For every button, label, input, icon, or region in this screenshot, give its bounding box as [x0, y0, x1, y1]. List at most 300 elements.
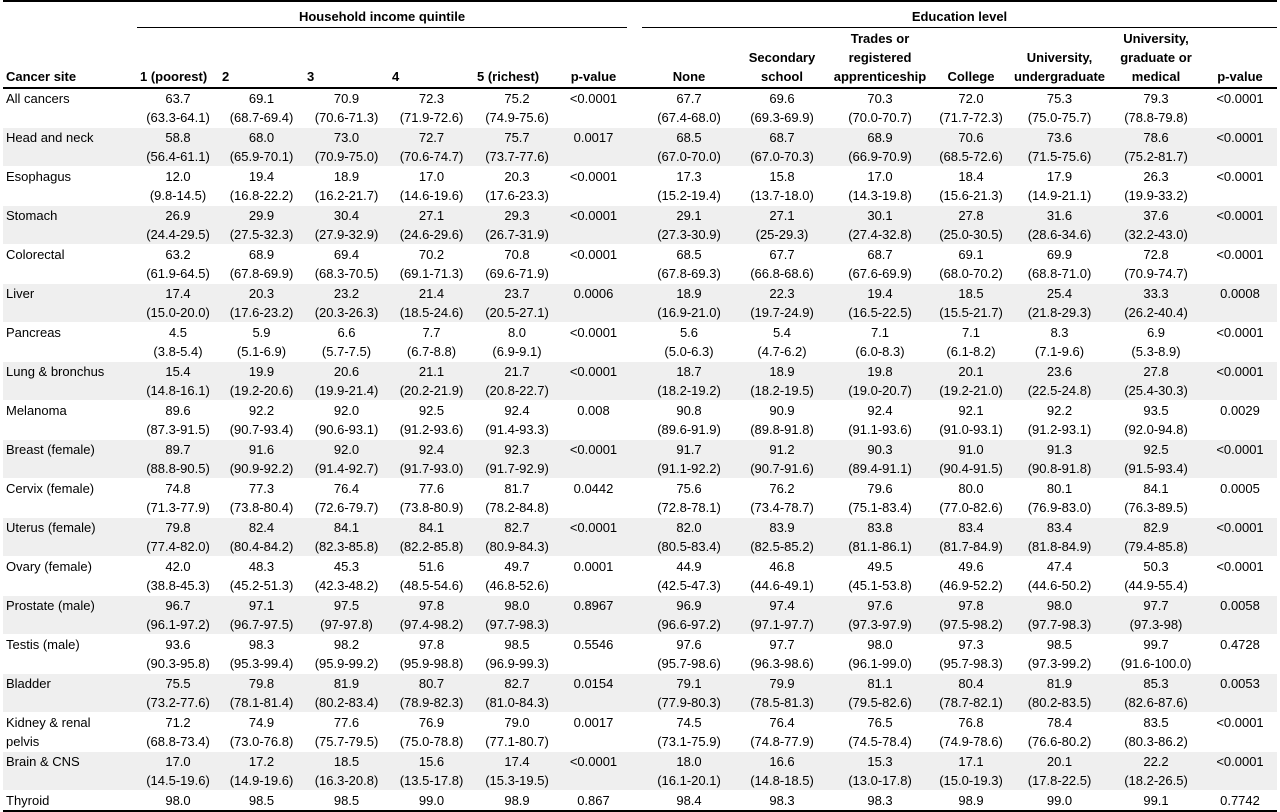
cancer-site-label-cont	[3, 147, 137, 167]
estimate-cell: 18.9	[642, 283, 736, 303]
estimate-cell: 74.5	[676, 714, 702, 730]
confidence-interval-cell: (80.5-83.4)	[642, 537, 736, 557]
p-value-blank	[560, 147, 627, 167]
estimate-cell: 31.6	[1010, 205, 1109, 225]
confidence-interval-cell: (5.3-8.9)	[1109, 342, 1203, 362]
confidence-interval-cell: (70.9-75.0)	[304, 147, 389, 167]
cancer-site-label-cont	[3, 420, 137, 440]
confidence-interval-cell: (82.6-87.6)	[1109, 693, 1203, 713]
cancer-site-label: Kidney & renal	[6, 714, 91, 730]
estimate-cell: 16.6	[736, 751, 828, 771]
confidence-interval-cell: (45.1-53.8)	[828, 576, 932, 596]
cancer-site-label: Breast (female)	[3, 439, 137, 459]
estimate-cell: 92.5	[1109, 439, 1203, 459]
confidence-interval-cell: (19.0-20.7)	[828, 381, 932, 401]
confidence-interval-cell: (90.9-92.2)	[219, 459, 304, 479]
cancer-site-label: Colorectal	[6, 246, 65, 262]
estimate-cell: 78.4	[1046, 714, 1073, 730]
estimate-cell: 91.7	[642, 439, 736, 459]
estimate-cell: 75.2	[504, 90, 530, 106]
estimate-cell: 8.3	[1050, 324, 1069, 340]
p-value-cell: <0.0001	[1216, 324, 1264, 340]
cancer-site-label-cont	[3, 576, 137, 596]
estimate-cell: 83.8	[828, 517, 932, 537]
gap-cell	[627, 147, 642, 167]
estimate-cell: 63.2	[165, 246, 191, 262]
estimate-cell: 98.3	[828, 790, 932, 811]
confidence-interval-cell: (96.1-97.2)	[137, 615, 219, 635]
p-value-cell: <0.0001	[1216, 558, 1264, 574]
table-row	[3, 127, 1277, 147]
cancer-site-label: Prostate (male)	[3, 595, 137, 615]
confidence-interval-cell: (46.9-52.2)	[932, 576, 1010, 596]
estimate-cell: 8.0	[507, 324, 527, 340]
estimate-cell: 4.5	[168, 324, 188, 340]
estimate-cell: 97.8	[932, 595, 1010, 615]
confidence-interval-cell: (96.6-97.2)	[642, 615, 736, 635]
estimate-cell: 82.7	[474, 673, 560, 693]
estimate-cell: 27.8	[1109, 361, 1203, 381]
estimate-cell: 79.8	[137, 517, 219, 537]
gap-cell	[627, 732, 642, 752]
estimate-cell: 23.2	[304, 283, 389, 303]
confidence-interval-cell: (67.8-69.3)	[642, 264, 736, 284]
estimate-cell: 81.9	[1010, 673, 1109, 693]
estimate-cell: 69.6	[769, 90, 795, 106]
confidence-interval-cell: (75.0-75.7)	[1010, 108, 1109, 128]
confidence-interval-cell: (18.5-24.6)	[389, 303, 474, 323]
estimate-cell: 82.4	[219, 517, 304, 537]
estimate-cell: 68.7	[867, 246, 893, 262]
estimate-cell: 80.0	[958, 480, 984, 496]
estimate-cell: 70.2	[418, 246, 445, 262]
p-value-blank	[560, 732, 627, 752]
estimate-cell: 17.1	[932, 751, 1010, 771]
confidence-interval-cell: (63.3-64.1)	[137, 108, 219, 128]
confidence-interval-cell: (68.3-70.5)	[304, 264, 389, 284]
p-value-blank	[560, 420, 627, 440]
gap-cell	[627, 517, 642, 537]
confidence-interval-cell: (91.7-92.9)	[474, 459, 560, 479]
estimate-cell: 78.6	[1109, 127, 1203, 147]
blank-corner	[3, 5, 137, 28]
gap-cell	[627, 693, 642, 713]
estimate-cell: 98.9	[932, 790, 1010, 811]
confidence-interval-cell: (91.2-93.6)	[389, 420, 474, 440]
estimate-cell: 77.3	[248, 480, 275, 496]
cancer-site-label: Brain & CNS	[3, 751, 137, 771]
confidence-interval-cell: (73.2-77.6)	[137, 693, 219, 713]
estimate-cell: 92.2	[1046, 402, 1073, 418]
p-value-blank	[1203, 264, 1277, 284]
gap-cell	[627, 283, 642, 303]
table-row-ci	[3, 303, 1277, 323]
table-row	[3, 673, 1277, 693]
p-value-blank	[1203, 459, 1277, 479]
p-value-cell: <0.0001	[560, 205, 627, 225]
confidence-interval-cell: (16.5-22.5)	[828, 303, 932, 323]
confidence-interval-cell: (67.0-70.0)	[642, 147, 736, 167]
estimate-cell: 15.6	[389, 751, 474, 771]
cancer-site-label: Ovary (female)	[6, 558, 92, 574]
estimate-cell: 67.7	[769, 246, 795, 262]
estimate-cell: 74.8	[165, 480, 191, 496]
confidence-interval-cell: (80.9-84.3)	[474, 537, 560, 557]
confidence-interval-cell: (90.7-93.4)	[219, 420, 304, 440]
estimate-cell: 92.5	[418, 402, 445, 418]
confidence-interval-cell: (66.8-68.6)	[736, 264, 828, 284]
confidence-interval-cell: (14.9-21.1)	[1010, 186, 1109, 206]
gap-cell	[627, 186, 642, 206]
cancer-site-label-cont	[3, 342, 137, 362]
estimate-cell: 98.5	[504, 636, 530, 652]
gap-cell	[627, 459, 642, 479]
p-value-cell: 0.867	[560, 790, 627, 811]
estimate-cell: 70.8	[504, 246, 530, 262]
confidence-interval-cell: (38.8-45.3)	[137, 576, 219, 596]
confidence-interval-cell: (42.5-47.3)	[642, 576, 736, 596]
column-header-income-5: p-value	[560, 28, 627, 88]
table-row	[3, 322, 1277, 342]
confidence-interval-cell: (90.7-91.6)	[736, 459, 828, 479]
p-value-blank	[1203, 615, 1277, 635]
p-value-blank	[1203, 342, 1277, 362]
column-header-education-4-line: undergraduate	[1013, 68, 1105, 84]
estimate-cell: 69.1	[248, 90, 275, 106]
p-value-blank	[1203, 381, 1277, 401]
estimate-cell: 97.6	[828, 595, 932, 615]
estimate-cell: 84.1	[1143, 480, 1169, 496]
p-value-blank	[560, 693, 627, 713]
estimate-cell: 69.1	[958, 246, 984, 262]
confidence-interval-cell: (71.9-72.6)	[389, 108, 474, 128]
gap-cell	[627, 751, 642, 771]
estimate-cell: 84.1	[389, 517, 474, 537]
estimate-cell: 99.0	[1010, 790, 1109, 811]
p-value-cell: 0.0017	[560, 127, 627, 147]
estimate-cell: 19.4	[828, 283, 932, 303]
confidence-interval-cell: (20.8-22.7)	[474, 381, 560, 401]
confidence-interval-cell: (75.1-83.4)	[828, 498, 932, 518]
estimate-cell: 96.7	[137, 595, 219, 615]
confidence-interval-cell: (90.3-95.8)	[137, 654, 219, 674]
estimate-cell: 69.9	[1046, 246, 1073, 262]
confidence-interval-cell: (45.2-51.3)	[219, 576, 304, 596]
confidence-interval-cell: (61.9-64.5)	[137, 264, 219, 284]
confidence-interval-cell: (70.9-74.7)	[1109, 264, 1203, 284]
confidence-interval-cell: (65.9-70.1)	[219, 147, 304, 167]
column-header-education-4-line: University,	[1026, 49, 1093, 65]
confidence-interval-cell: (14.6-19.6)	[389, 186, 474, 206]
p-value-cell: <0.0001	[560, 439, 627, 459]
confidence-interval-cell: (24.4-29.5)	[137, 225, 219, 245]
gap-cell	[627, 556, 642, 576]
table-row-ci	[3, 459, 1277, 479]
confidence-interval-cell: (75.0-78.8)	[389, 732, 474, 752]
confidence-interval-cell: (90.8-91.8)	[1010, 459, 1109, 479]
cancer-site-label: Lung & bronchus	[3, 361, 137, 381]
confidence-interval-cell: (69.1-71.3)	[389, 264, 474, 284]
confidence-interval-cell: (68.7-69.4)	[219, 108, 304, 128]
gap-cell	[627, 634, 642, 654]
table-row	[3, 595, 1277, 615]
estimate-cell: 83.4	[932, 517, 1010, 537]
p-value-cell: 0.8967	[560, 595, 627, 615]
table-row-ci	[3, 693, 1277, 713]
confidence-interval-cell: (80.3-86.2)	[1109, 732, 1203, 752]
p-value-blank	[560, 615, 627, 635]
estimate-cell: 27.8	[932, 205, 1010, 225]
p-value-cell: 0.7742	[1203, 790, 1277, 811]
estimate-cell: 21.4	[389, 283, 474, 303]
cancer-site-label-cont	[3, 225, 137, 245]
confidence-interval-cell: (96.7-97.5)	[219, 615, 304, 635]
p-value-blank	[1203, 537, 1277, 557]
estimate-cell: 19.4	[248, 168, 275, 184]
p-value-blank	[1203, 732, 1277, 752]
column-header-income-0: 1 (poorest)	[137, 28, 219, 88]
column-header-education-5	[1109, 28, 1203, 88]
p-value-blank	[560, 654, 627, 674]
confidence-interval-cell: (95.9-98.8)	[389, 654, 474, 674]
confidence-interval-cell: (18.2-26.5)	[1109, 771, 1203, 791]
confidence-interval-cell: (96.3-98.6)	[736, 654, 828, 674]
p-value-cell: 0.0154	[560, 673, 627, 693]
table-row-ci	[3, 420, 1277, 440]
p-value-cell: 0.0058	[1203, 595, 1277, 615]
estimate-cell: 81.9	[304, 673, 389, 693]
confidence-interval-cell: (97.7-98.3)	[1010, 615, 1109, 635]
confidence-interval-cell: (91.5-93.4)	[1109, 459, 1203, 479]
p-value-cell: <0.0001	[569, 90, 618, 106]
confidence-interval-cell: (89.8-91.8)	[736, 420, 828, 440]
confidence-interval-cell: (19.7-24.9)	[736, 303, 828, 323]
table-row-ci	[3, 264, 1277, 284]
confidence-interval-cell: (82.5-85.2)	[736, 537, 828, 557]
estimate-cell: 68.0	[219, 127, 304, 147]
gap-cell	[627, 400, 642, 420]
estimate-cell: 79.0	[504, 714, 530, 730]
p-value-blank	[1203, 108, 1277, 128]
column-header-income-1: 2	[219, 28, 304, 88]
column-header-education-1	[736, 28, 828, 88]
table-row-ci	[3, 186, 1277, 206]
confidence-interval-cell: (78.2-84.8)	[474, 498, 560, 518]
table-row	[3, 400, 1277, 420]
estimate-cell: 97.5	[304, 595, 389, 615]
confidence-interval-cell: (95.3-99.4)	[219, 654, 304, 674]
confidence-interval-cell: (67.4-68.0)	[642, 108, 736, 128]
confidence-interval-cell: (97.7-98.3)	[474, 615, 560, 635]
gap-cell	[627, 790, 642, 811]
estimate-cell: 79.3	[1143, 90, 1169, 106]
column-header-cancer-site: Cancer site	[3, 28, 137, 88]
estimate-cell: 90.8	[676, 402, 702, 418]
estimate-cell: 73.0	[304, 127, 389, 147]
estimate-cell: 18.5	[304, 751, 389, 771]
confidence-interval-cell: (73.1-75.9)	[642, 732, 736, 752]
estimate-cell: 77.6	[418, 480, 445, 496]
estimate-cell: 91.2	[736, 439, 828, 459]
estimate-cell: 89.6	[165, 402, 191, 418]
gap-cell	[627, 205, 642, 225]
p-value-blank	[560, 225, 627, 245]
confidence-interval-cell: (7.1-9.6)	[1010, 342, 1109, 362]
confidence-interval-cell: (87.3-91.5)	[137, 420, 219, 440]
estimate-cell: 83.9	[736, 517, 828, 537]
survival-table-container	[3, 0, 1277, 812]
estimate-cell: 98.5	[304, 790, 389, 811]
estimate-cell: 7.1	[870, 324, 890, 340]
estimate-cell: 18.7	[642, 361, 736, 381]
confidence-interval-cell: (5.0-6.3)	[642, 342, 736, 362]
confidence-interval-cell: (15.6-21.3)	[932, 186, 1010, 206]
estimate-cell: 93.6	[165, 636, 191, 652]
cancer-site-label: Cervix (female)	[6, 480, 95, 496]
estimate-cell: 17.2	[219, 751, 304, 771]
p-value-blank	[560, 459, 627, 479]
confidence-interval-cell: (26.7-31.9)	[474, 225, 560, 245]
confidence-interval-cell: (16.9-21.0)	[642, 303, 736, 323]
cancer-site-label: Thyroid	[3, 790, 137, 811]
p-value-blank	[1203, 576, 1277, 596]
confidence-interval-cell: (42.3-48.2)	[304, 576, 389, 596]
estimate-cell: 15.8	[769, 168, 795, 184]
confidence-interval-cell: (46.8-52.6)	[474, 576, 560, 596]
gap-cell	[627, 771, 642, 791]
confidence-interval-cell: (71.5-75.6)	[1010, 147, 1109, 167]
cancer-site-label-cont	[3, 771, 137, 791]
cancer-site-label-cont	[3, 381, 137, 401]
column-header-income-3: 4	[389, 28, 474, 88]
confidence-interval-cell: (78.5-81.3)	[736, 693, 828, 713]
confidence-interval-cell: (25.0-30.5)	[932, 225, 1010, 245]
confidence-interval-cell: (69.3-69.9)	[736, 108, 828, 128]
confidence-interval-cell: (20.5-27.1)	[474, 303, 560, 323]
confidence-interval-cell: (97.5-98.2)	[932, 615, 1010, 635]
table-row-ci	[3, 654, 1277, 674]
estimate-cell: 5.4	[772, 324, 792, 340]
estimate-cell: 92.4	[389, 439, 474, 459]
estimate-cell: 23.7	[474, 283, 560, 303]
estimate-cell: 98.3	[736, 790, 828, 811]
confidence-interval-cell: (32.2-43.0)	[1109, 225, 1203, 245]
p-value-cell: 0.0029	[1220, 402, 1260, 418]
gap-cell	[627, 498, 642, 518]
cancer-site-label: Liver	[3, 283, 137, 303]
estimate-cell: 76.8	[958, 714, 984, 730]
confidence-interval-cell: (91.0-93.1)	[932, 420, 1010, 440]
confidence-interval-cell: (89.6-91.9)	[642, 420, 736, 440]
estimate-cell: 47.4	[1046, 558, 1073, 574]
gap-cell	[627, 712, 642, 732]
confidence-interval-cell: (79.5-82.6)	[828, 693, 932, 713]
confidence-interval-cell: (68.8-73.4)	[137, 732, 219, 752]
confidence-interval-cell: (88.8-90.5)	[137, 459, 219, 479]
confidence-interval-cell: (25-29.3)	[736, 225, 828, 245]
estimate-cell: 82.7	[474, 517, 560, 537]
confidence-interval-cell: (48.5-54.6)	[389, 576, 474, 596]
estimate-cell: 74.9	[248, 714, 275, 730]
column-header-education-6	[1203, 28, 1277, 88]
confidence-interval-cell: (76.9-83.0)	[1010, 498, 1109, 518]
confidence-interval-cell: (81.7-84.9)	[932, 537, 1010, 557]
estimate-cell: 25.4	[1010, 283, 1109, 303]
confidence-interval-cell: (95.9-99.2)	[304, 654, 389, 674]
p-value-cell: <0.0001	[1216, 714, 1264, 730]
estimate-cell: 97.8	[389, 595, 474, 615]
estimate-cell: 42.0	[165, 558, 191, 574]
estimate-cell: 29.9	[219, 205, 304, 225]
confidence-interval-cell: (97.3-97.9)	[828, 615, 932, 635]
estimate-cell: 97.8	[418, 636, 445, 652]
confidence-interval-cell: (78.1-81.4)	[219, 693, 304, 713]
estimate-cell: 20.1	[1010, 751, 1109, 771]
estimate-cell: 70.3	[867, 90, 893, 106]
p-value-cell: <0.0001	[569, 246, 618, 262]
table-row	[3, 439, 1277, 459]
confidence-interval-cell: (21.8-29.3)	[1010, 303, 1109, 323]
gap-cell	[627, 264, 642, 284]
estimate-cell: 85.3	[1109, 673, 1203, 693]
gap-cell	[627, 381, 642, 401]
estimate-cell: 91.3	[1010, 439, 1109, 459]
cancer-site-label: Testis (male)	[6, 636, 80, 652]
p-value-cell: <0.0001	[1203, 439, 1277, 459]
group-gap	[627, 5, 642, 28]
gap-cell	[627, 537, 642, 557]
confidence-interval-cell: (19.9-33.2)	[1109, 186, 1203, 206]
confidence-interval-cell: (19.2-20.6)	[219, 381, 304, 401]
confidence-interval-cell: (78.8-79.8)	[1109, 108, 1203, 128]
p-value-cell: <0.0001	[1203, 205, 1277, 225]
estimate-cell: 46.8	[769, 558, 795, 574]
estimate-cell: 98.5	[219, 790, 304, 811]
estimate-cell: 71.2	[165, 714, 191, 730]
estimate-cell: 92.3	[474, 439, 560, 459]
p-value-cell: <0.0001	[560, 361, 627, 381]
cancer-site-label: Bladder	[3, 673, 137, 693]
p-value-blank	[1203, 498, 1277, 518]
estimate-cell: 75.6	[676, 480, 702, 496]
p-value-cell: 0.0006	[560, 283, 627, 303]
p-value-blank	[560, 264, 627, 284]
gap-cell	[627, 303, 642, 323]
estimate-cell: 26.9	[137, 205, 219, 225]
estimate-cell: 18.9	[736, 361, 828, 381]
cancer-site-label-cont	[3, 615, 137, 635]
confidence-interval-cell: (77.9-80.3)	[642, 693, 736, 713]
estimate-cell: 17.4	[474, 751, 560, 771]
group-header-education: Education level	[642, 5, 1277, 28]
p-value-cell: 0.0001	[573, 558, 614, 574]
estimate-cell: 98.4	[642, 790, 736, 811]
confidence-interval-cell: (91.2-93.1)	[1010, 420, 1109, 440]
estimate-cell: 49.5	[867, 558, 893, 574]
estimate-cell: 97.7	[769, 636, 795, 652]
confidence-interval-cell: (68.5-72.6)	[932, 147, 1010, 167]
confidence-interval-cell: (73.8-80.4)	[219, 498, 304, 518]
gap-cell	[627, 595, 642, 615]
confidence-interval-cell: (72.8-78.1)	[642, 498, 736, 518]
confidence-interval-cell: (97-97.8)	[304, 615, 389, 635]
estimate-cell: 51.6	[418, 558, 445, 574]
confidence-interval-cell: (96.9-99.3)	[474, 654, 560, 674]
confidence-interval-cell: (70.0-70.7)	[828, 108, 932, 128]
header-gap	[627, 28, 642, 88]
estimate-cell: 26.3	[1143, 168, 1169, 184]
estimate-cell: 93.5	[1143, 402, 1169, 418]
